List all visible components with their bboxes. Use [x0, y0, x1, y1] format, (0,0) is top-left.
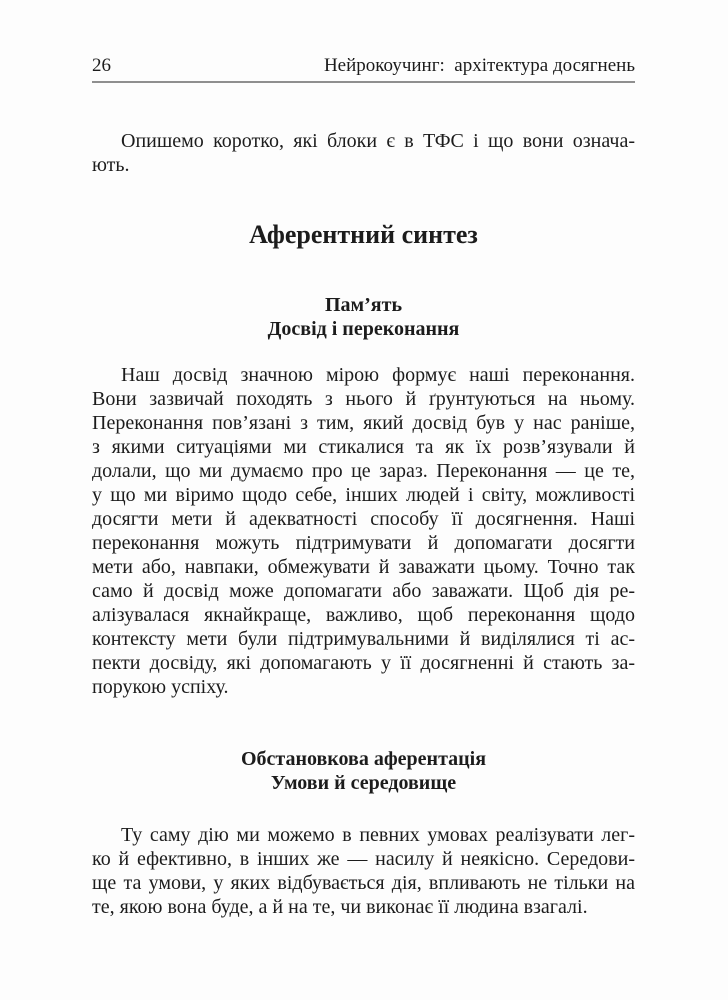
text-line: Пам’ять [324, 294, 403, 316]
text-line: Вони зазвичай походять з нього й ґрунтуються на ньому. [92, 388, 635, 410]
subsection-heading-situational [92, 747, 635, 795]
text-line: Ту саму дію ми можемо в певних умовах реалізувати лег- [121, 824, 635, 846]
text-line: ють. [92, 154, 130, 176]
text-line: само й досвід може допомагати або заважати. Щоб дія ре- [92, 580, 635, 602]
text-line: Досвід і переконання [267, 318, 460, 340]
text-line: з якими ситуаціями ми стикалися та як їх розв’язували й [92, 436, 635, 458]
text-line: досягти мети й адекватності способу її досягнення. Наші [92, 508, 635, 530]
page-header [92, 0, 635, 83]
text-line: ще та умови, у яких відбувається дія, впливають не тільки на [92, 872, 635, 894]
text-line: Переконання пов’язані з тим, який досвід був у нас раніше, [92, 412, 635, 434]
text-line: Умови й середовище [270, 772, 457, 794]
text-line: контексту мети були підтримувальними й виділялися ті ас- [92, 628, 635, 650]
text-line: Опишемо коротко, які блоки є в ТФС і що вони означа- [121, 130, 635, 152]
text-line: переконання можуть підтримувати й допомагати досягти [92, 532, 635, 554]
text-line: порукою успіху. [92, 676, 229, 698]
intro-paragraph [92, 129, 635, 177]
text-line: у що ми віримо щодо себе, інших людей і світу, можливості [92, 484, 635, 506]
situational-paragraph [92, 823, 635, 919]
memory-paragraph [92, 363, 635, 699]
section-heading: Аферентний синтез [249, 220, 478, 249]
page-content [92, 0, 635, 919]
text-line: алізувалася якнайкраще, важливо, щоб переконання щодо [92, 604, 635, 626]
subsection-heading-memory [92, 293, 635, 341]
text-line: мети або, навпаки, обмежувати й заважати цьому. Точно так [92, 556, 635, 578]
text-line: долали, що ми думаємо про це зараз. Переконання — це те, [92, 460, 635, 482]
text-line: Наш досвід значною мірою формує наші переконання. [121, 364, 635, 386]
text-line: пекти досвіду, які допомагають у її досягненні й стають за- [92, 652, 635, 674]
text-line: те, якою вона буде, а й на те, чи виконає її людина взагалі. [92, 896, 588, 918]
text-line: ко й ефективно, в інших же — насилу й неякісно. Середови- [92, 848, 635, 870]
running-title: Нейрокоучинг: архітектура досягнень [323, 55, 635, 76]
page-number: 26 [92, 55, 111, 76]
text-line: Обстановкова аферентація [240, 748, 487, 770]
